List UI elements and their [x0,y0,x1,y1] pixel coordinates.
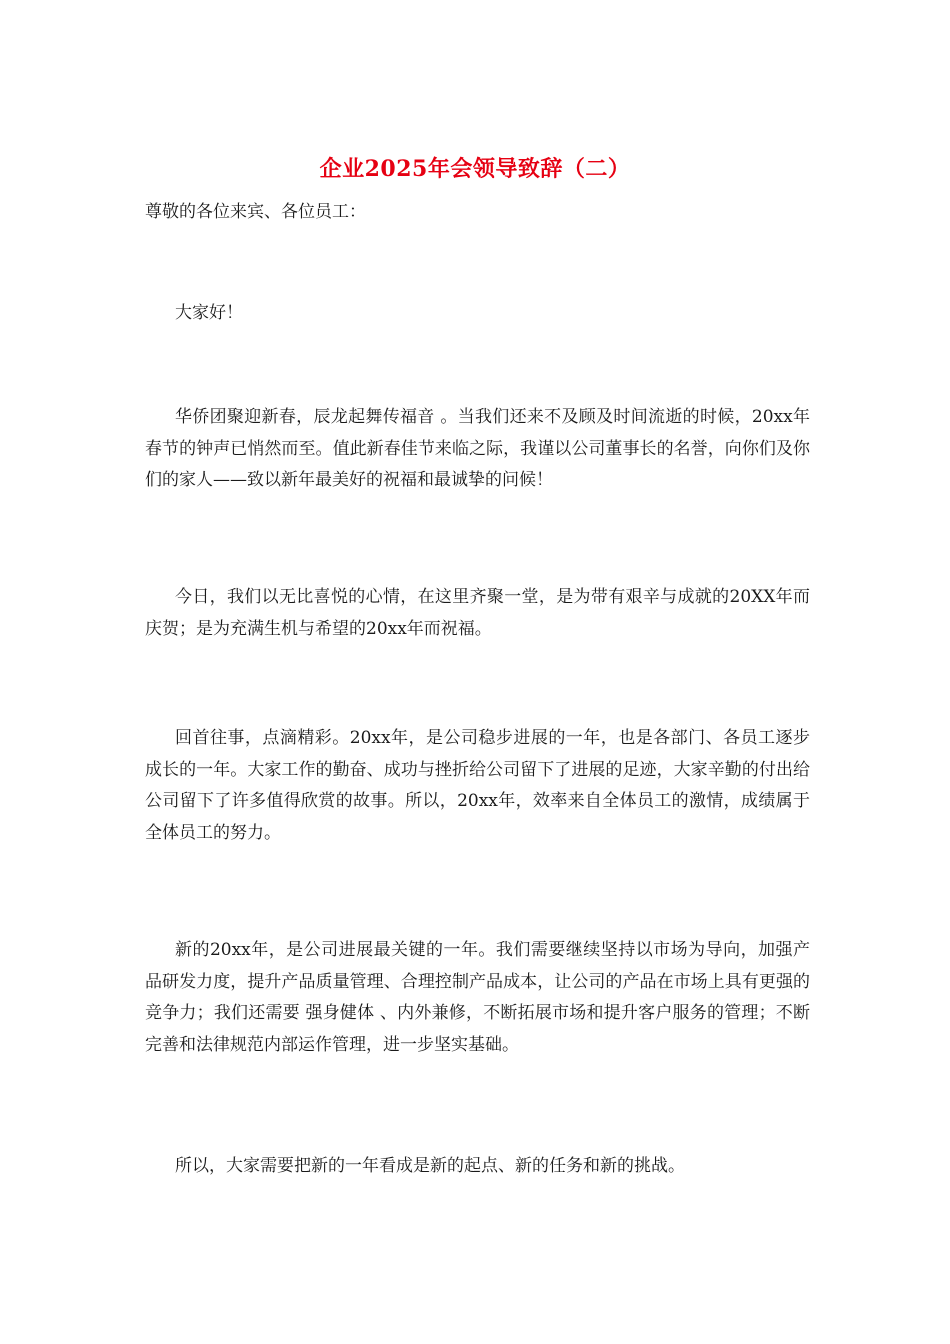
salutation: 尊敬的各位来宾、各位员工： [145,202,366,222]
paragraph-new-year-wishes: 华侨团聚迎新春，辰龙起舞传福音 。当我们还来不及顾及时间流逝的时候，20xx年春节的钟声已悄然而至。值此新春佳节来临之际，我谨以公司董事长的名誉，向你们及你们的家人——致以新年最美好的祝福和最诚挚的问候！ [145,407,810,490]
paragraph-new-year-plan: 新的20xx年，是公司进展最关键的一年。我们需要继续坚持以市场为导向，加强产品研发力度，提升产品质量管理、合理控制产品成本，让公司的产品在市场上具有更强的竞争力；我们还需要 强身健体 、内外兼修，不断拓展市场和提升客户服务的管理；不断完善和法律规范内部运作管理，进一步坚实基础。 [145,940,810,1055]
document-title: 企业2025年会领导致辞（二） [319,156,631,182]
paragraph-closing: 所以，大家需要把新的一年看成是新的起点、新的任务和新的挑战。 [175,1156,685,1176]
paragraph-greeting: 大家好！ [175,303,243,323]
paragraph-review: 回首往事，点滴精彩。20xx年，是公司稳步进展的一年，也是各部门、各员工逐步成长的一年。大家工作的勤奋、成功与挫折给公司留下了进展的足迹，大家辛勤的付出给公司留下了许多值得欣赏的故事。所以，20xx年，效率来自全体员工的激情，成绩属于全体员工的努力。 [145,728,810,843]
paragraph-celebration: 今日，我们以无比喜悦的心情，在这里齐聚一堂，是为带有艰辛与成就的20XX年而庆贺；是为充满生机与希望的20xx年而祝福。 [145,587,810,639]
